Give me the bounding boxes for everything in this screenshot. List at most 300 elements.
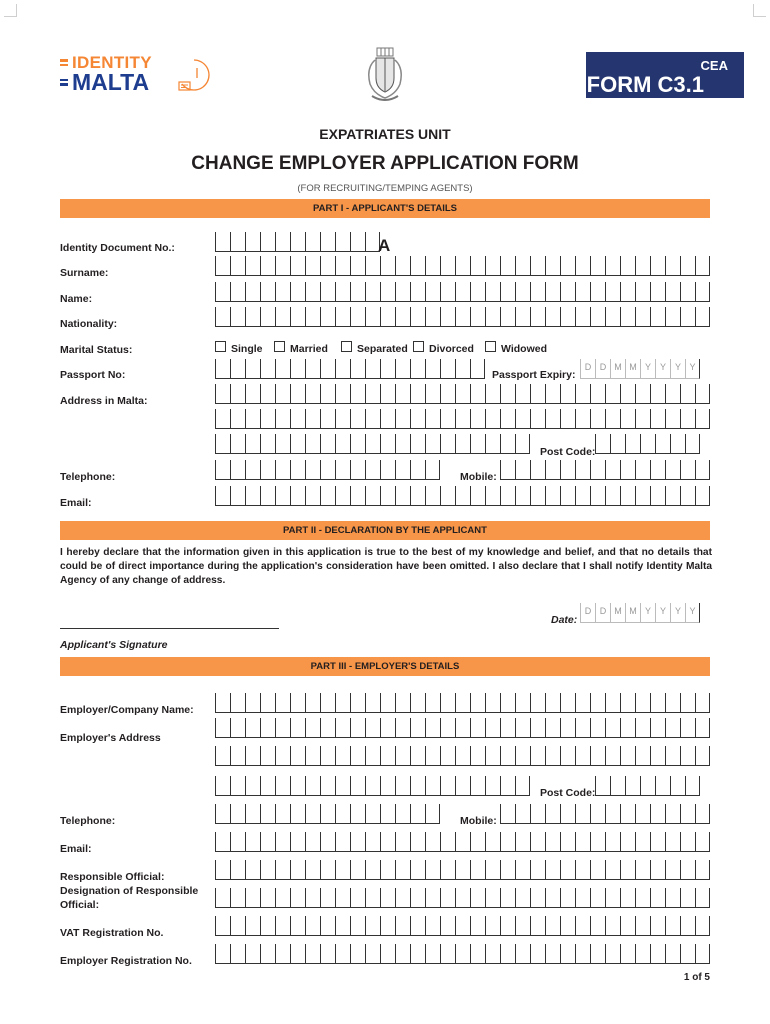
char-cell[interactable]	[560, 860, 575, 880]
char-cell[interactable]	[350, 256, 365, 276]
char-cell[interactable]	[530, 384, 545, 404]
char-cell[interactable]	[590, 693, 605, 713]
char-cell[interactable]	[605, 693, 620, 713]
char-cell[interactable]	[530, 693, 545, 713]
char-cell[interactable]	[545, 693, 560, 713]
char-cell[interactable]	[335, 860, 350, 880]
char-cell[interactable]	[335, 232, 350, 252]
char-cell[interactable]	[260, 359, 275, 379]
date-boxes[interactable]	[580, 603, 700, 623]
char-cell[interactable]	[230, 359, 245, 379]
char-cell[interactable]	[605, 460, 620, 480]
char-cell[interactable]	[650, 860, 665, 880]
char-cell[interactable]	[515, 718, 530, 738]
char-cell[interactable]	[440, 860, 455, 880]
char-cell[interactable]	[260, 776, 275, 796]
char-cell[interactable]	[440, 746, 455, 766]
char-cell[interactable]	[230, 384, 245, 404]
char-cell[interactable]	[545, 718, 560, 738]
char-cell[interactable]	[470, 307, 485, 327]
char-cell[interactable]	[500, 860, 515, 880]
char-cell[interactable]	[230, 776, 245, 796]
official-boxes-1[interactable]	[215, 860, 710, 880]
char-cell[interactable]	[335, 307, 350, 327]
char-cell[interactable]	[230, 916, 245, 936]
char-cell[interactable]	[245, 804, 260, 824]
char-cell[interactable]	[440, 916, 455, 936]
char-cell[interactable]	[560, 693, 575, 713]
char-cell[interactable]	[410, 944, 425, 964]
char-cell[interactable]	[440, 434, 455, 454]
char-cell[interactable]	[500, 776, 515, 796]
char-cell[interactable]	[260, 832, 275, 852]
char-cell[interactable]	[515, 460, 530, 480]
char-cell[interactable]	[625, 776, 640, 796]
char-cell[interactable]	[245, 307, 260, 327]
char-cell[interactable]	[410, 804, 425, 824]
char-cell[interactable]	[470, 434, 485, 454]
char-cell[interactable]	[680, 832, 695, 852]
char-cell[interactable]	[670, 434, 685, 454]
char-cell[interactable]	[695, 916, 710, 936]
char-cell[interactable]	[665, 409, 680, 429]
char-cell[interactable]	[500, 804, 515, 824]
char-cell[interactable]	[380, 409, 395, 429]
char-cell[interactable]	[590, 944, 605, 964]
char-cell[interactable]	[215, 486, 230, 506]
name-boxes[interactable]	[215, 282, 710, 302]
date-cell[interactable]: Y	[655, 603, 670, 623]
char-cell[interactable]	[485, 282, 500, 302]
char-cell[interactable]	[560, 282, 575, 302]
char-cell[interactable]	[320, 232, 335, 252]
char-cell[interactable]	[650, 409, 665, 429]
char-cell[interactable]	[365, 804, 380, 824]
char-cell[interactable]	[470, 486, 485, 506]
char-cell[interactable]	[290, 384, 305, 404]
char-cell[interactable]	[545, 860, 560, 880]
char-cell[interactable]	[320, 409, 335, 429]
date-cell[interactable]: D	[580, 359, 595, 379]
char-cell[interactable]	[215, 232, 230, 252]
char-cell[interactable]	[230, 944, 245, 964]
char-cell[interactable]	[215, 804, 230, 824]
char-cell[interactable]	[320, 746, 335, 766]
char-cell[interactable]	[695, 409, 710, 429]
date-cell[interactable]: D	[580, 603, 595, 623]
char-cell[interactable]	[635, 832, 650, 852]
char-cell[interactable]	[275, 307, 290, 327]
char-cell[interactable]	[425, 944, 440, 964]
char-cell[interactable]	[470, 693, 485, 713]
char-cell[interactable]	[680, 384, 695, 404]
char-cell[interactable]	[595, 776, 610, 796]
char-cell[interactable]	[395, 460, 410, 480]
address-line-2[interactable]	[215, 409, 710, 429]
char-cell[interactable]	[335, 282, 350, 302]
char-cell[interactable]	[335, 693, 350, 713]
char-cell[interactable]	[610, 434, 625, 454]
char-cell[interactable]	[320, 804, 335, 824]
date-cell[interactable]: D	[595, 359, 610, 379]
char-cell[interactable]	[290, 804, 305, 824]
char-cell[interactable]	[275, 776, 290, 796]
char-cell[interactable]	[425, 409, 440, 429]
char-cell[interactable]	[635, 486, 650, 506]
char-cell[interactable]	[410, 282, 425, 302]
char-cell[interactable]	[650, 307, 665, 327]
char-cell[interactable]	[650, 888, 665, 908]
char-cell[interactable]	[635, 860, 650, 880]
char-cell[interactable]	[305, 746, 320, 766]
char-cell[interactable]	[275, 434, 290, 454]
char-cell[interactable]	[410, 359, 425, 379]
char-cell[interactable]	[695, 384, 710, 404]
char-cell[interactable]	[680, 460, 695, 480]
char-cell[interactable]	[530, 718, 545, 738]
char-cell[interactable]	[260, 409, 275, 429]
char-cell[interactable]	[335, 718, 350, 738]
divorced-checkbox[interactable]	[413, 341, 424, 352]
char-cell[interactable]	[635, 804, 650, 824]
char-cell[interactable]	[470, 916, 485, 936]
char-cell[interactable]	[515, 860, 530, 880]
char-cell[interactable]	[350, 860, 365, 880]
char-cell[interactable]	[470, 944, 485, 964]
char-cell[interactable]	[230, 460, 245, 480]
char-cell[interactable]	[425, 888, 440, 908]
char-cell[interactable]	[695, 860, 710, 880]
char-cell[interactable]	[545, 944, 560, 964]
char-cell[interactable]	[455, 384, 470, 404]
employer-address-line-2[interactable]	[215, 776, 530, 796]
char-cell[interactable]	[410, 776, 425, 796]
char-cell[interactable]	[305, 860, 320, 880]
char-cell[interactable]	[620, 307, 635, 327]
char-cell[interactable]	[305, 359, 320, 379]
char-cell[interactable]	[665, 944, 680, 964]
char-cell[interactable]	[650, 804, 665, 824]
char-cell[interactable]	[655, 776, 670, 796]
char-cell[interactable]	[680, 916, 695, 936]
char-cell[interactable]	[440, 718, 455, 738]
char-cell[interactable]	[440, 359, 455, 379]
date-cell[interactable]: D	[595, 603, 610, 623]
char-cell[interactable]	[515, 282, 530, 302]
char-cell[interactable]	[290, 409, 305, 429]
char-cell[interactable]	[350, 916, 365, 936]
employer-reg-boxes[interactable]	[215, 944, 710, 964]
char-cell[interactable]	[365, 746, 380, 766]
char-cell[interactable]	[650, 832, 665, 852]
char-cell[interactable]	[395, 307, 410, 327]
char-cell[interactable]	[590, 916, 605, 936]
char-cell[interactable]	[530, 860, 545, 880]
char-cell[interactable]	[425, 832, 440, 852]
char-cell[interactable]	[500, 944, 515, 964]
char-cell[interactable]	[515, 888, 530, 908]
char-cell[interactable]	[545, 916, 560, 936]
char-cell[interactable]	[620, 832, 635, 852]
char-cell[interactable]	[685, 776, 700, 796]
char-cell[interactable]	[245, 384, 260, 404]
char-cell[interactable]	[560, 307, 575, 327]
char-cell[interactable]	[665, 888, 680, 908]
char-cell[interactable]	[275, 359, 290, 379]
char-cell[interactable]	[665, 282, 680, 302]
char-cell[interactable]	[440, 409, 455, 429]
char-cell[interactable]	[215, 307, 230, 327]
char-cell[interactable]	[365, 460, 380, 480]
char-cell[interactable]	[665, 832, 680, 852]
char-cell[interactable]	[575, 746, 590, 766]
char-cell[interactable]	[575, 832, 590, 852]
char-cell[interactable]	[515, 307, 530, 327]
char-cell[interactable]	[260, 282, 275, 302]
employer-email-boxes[interactable]	[215, 832, 710, 852]
char-cell[interactable]	[335, 804, 350, 824]
char-cell[interactable]	[545, 486, 560, 506]
char-cell[interactable]	[470, 776, 485, 796]
char-cell[interactable]	[245, 282, 260, 302]
char-cell[interactable]	[290, 718, 305, 738]
char-cell[interactable]	[500, 307, 515, 327]
char-cell[interactable]	[695, 486, 710, 506]
char-cell[interactable]	[485, 486, 500, 506]
char-cell[interactable]	[215, 460, 230, 480]
char-cell[interactable]	[350, 486, 365, 506]
char-cell[interactable]	[215, 832, 230, 852]
char-cell[interactable]	[425, 693, 440, 713]
char-cell[interactable]	[620, 486, 635, 506]
char-cell[interactable]	[350, 804, 365, 824]
char-cell[interactable]	[545, 888, 560, 908]
char-cell[interactable]	[695, 460, 710, 480]
char-cell[interactable]	[305, 460, 320, 480]
char-cell[interactable]	[320, 860, 335, 880]
char-cell[interactable]	[500, 256, 515, 276]
char-cell[interactable]	[545, 832, 560, 852]
telephone-boxes[interactable]	[215, 460, 440, 480]
char-cell[interactable]	[695, 804, 710, 824]
char-cell[interactable]	[395, 776, 410, 796]
char-cell[interactable]	[605, 718, 620, 738]
char-cell[interactable]	[665, 486, 680, 506]
char-cell[interactable]	[560, 486, 575, 506]
date-cell[interactable]: M	[610, 603, 625, 623]
char-cell[interactable]	[560, 384, 575, 404]
char-cell[interactable]	[290, 746, 305, 766]
char-cell[interactable]	[455, 888, 470, 908]
char-cell[interactable]	[455, 860, 470, 880]
char-cell[interactable]	[245, 693, 260, 713]
char-cell[interactable]	[380, 307, 395, 327]
char-cell[interactable]	[290, 232, 305, 252]
char-cell[interactable]	[365, 776, 380, 796]
char-cell[interactable]	[395, 282, 410, 302]
char-cell[interactable]	[425, 860, 440, 880]
char-cell[interactable]	[575, 860, 590, 880]
char-cell[interactable]	[485, 256, 500, 276]
char-cell[interactable]	[560, 832, 575, 852]
char-cell[interactable]	[620, 256, 635, 276]
char-cell[interactable]	[335, 916, 350, 936]
char-cell[interactable]	[620, 746, 635, 766]
char-cell[interactable]	[320, 307, 335, 327]
char-cell[interactable]	[275, 693, 290, 713]
char-cell[interactable]	[665, 460, 680, 480]
char-cell[interactable]	[395, 888, 410, 908]
char-cell[interactable]	[620, 409, 635, 429]
char-cell[interactable]	[695, 888, 710, 908]
char-cell[interactable]	[455, 409, 470, 429]
char-cell[interactable]	[455, 307, 470, 327]
char-cell[interactable]	[320, 916, 335, 936]
char-cell[interactable]	[260, 693, 275, 713]
char-cell[interactable]	[320, 256, 335, 276]
char-cell[interactable]	[650, 256, 665, 276]
char-cell[interactable]	[515, 916, 530, 936]
char-cell[interactable]	[230, 409, 245, 429]
char-cell[interactable]	[515, 776, 530, 796]
char-cell[interactable]	[590, 860, 605, 880]
char-cell[interactable]	[230, 256, 245, 276]
char-cell[interactable]	[605, 944, 620, 964]
char-cell[interactable]	[680, 486, 695, 506]
char-cell[interactable]	[260, 256, 275, 276]
char-cell[interactable]	[670, 776, 685, 796]
char-cell[interactable]	[590, 282, 605, 302]
char-cell[interactable]	[605, 282, 620, 302]
char-cell[interactable]	[560, 916, 575, 936]
char-cell[interactable]	[230, 486, 245, 506]
char-cell[interactable]	[305, 256, 320, 276]
char-cell[interactable]	[275, 486, 290, 506]
char-cell[interactable]	[470, 409, 485, 429]
char-cell[interactable]	[575, 804, 590, 824]
char-cell[interactable]	[305, 944, 320, 964]
char-cell[interactable]	[635, 888, 650, 908]
char-cell[interactable]	[470, 384, 485, 404]
char-cell[interactable]	[515, 693, 530, 713]
char-cell[interactable]	[695, 282, 710, 302]
char-cell[interactable]	[695, 256, 710, 276]
char-cell[interactable]	[215, 888, 230, 908]
char-cell[interactable]	[515, 256, 530, 276]
char-cell[interactable]	[410, 486, 425, 506]
char-cell[interactable]	[500, 832, 515, 852]
char-cell[interactable]	[350, 776, 365, 796]
char-cell[interactable]	[365, 409, 380, 429]
char-cell[interactable]	[215, 359, 230, 379]
char-cell[interactable]	[605, 804, 620, 824]
char-cell[interactable]	[305, 486, 320, 506]
char-cell[interactable]	[635, 916, 650, 936]
char-cell[interactable]	[605, 746, 620, 766]
company-boxes-2[interactable]	[215, 718, 710, 738]
char-cell[interactable]	[230, 282, 245, 302]
date-cell[interactable]: Y	[685, 359, 700, 379]
char-cell[interactable]	[575, 693, 590, 713]
char-cell[interactable]	[485, 307, 500, 327]
char-cell[interactable]	[440, 307, 455, 327]
char-cell[interactable]	[380, 944, 395, 964]
char-cell[interactable]	[530, 944, 545, 964]
char-cell[interactable]	[425, 916, 440, 936]
char-cell[interactable]	[410, 718, 425, 738]
char-cell[interactable]	[680, 307, 695, 327]
char-cell[interactable]	[410, 409, 425, 429]
char-cell[interactable]	[245, 359, 260, 379]
char-cell[interactable]	[650, 486, 665, 506]
char-cell[interactable]	[440, 486, 455, 506]
char-cell[interactable]	[365, 860, 380, 880]
char-cell[interactable]	[245, 256, 260, 276]
char-cell[interactable]	[410, 384, 425, 404]
char-cell[interactable]	[260, 804, 275, 824]
char-cell[interactable]	[605, 486, 620, 506]
char-cell[interactable]	[245, 486, 260, 506]
char-cell[interactable]	[685, 434, 700, 454]
char-cell[interactable]	[650, 460, 665, 480]
char-cell[interactable]	[320, 693, 335, 713]
char-cell[interactable]	[305, 776, 320, 796]
char-cell[interactable]	[635, 384, 650, 404]
char-cell[interactable]	[365, 486, 380, 506]
char-cell[interactable]	[605, 409, 620, 429]
char-cell[interactable]	[500, 434, 515, 454]
char-cell[interactable]	[485, 693, 500, 713]
char-cell[interactable]	[380, 804, 395, 824]
char-cell[interactable]	[530, 804, 545, 824]
address-line-1[interactable]	[215, 384, 710, 404]
char-cell[interactable]	[590, 460, 605, 480]
char-cell[interactable]	[230, 860, 245, 880]
char-cell[interactable]	[395, 944, 410, 964]
char-cell[interactable]	[365, 434, 380, 454]
char-cell[interactable]	[470, 256, 485, 276]
char-cell[interactable]	[350, 693, 365, 713]
char-cell[interactable]	[605, 256, 620, 276]
char-cell[interactable]	[620, 718, 635, 738]
char-cell[interactable]	[425, 434, 440, 454]
char-cell[interactable]	[515, 384, 530, 404]
char-cell[interactable]	[620, 944, 635, 964]
char-cell[interactable]	[635, 282, 650, 302]
char-cell[interactable]	[635, 693, 650, 713]
char-cell[interactable]	[530, 746, 545, 766]
char-cell[interactable]	[245, 776, 260, 796]
char-cell[interactable]	[245, 460, 260, 480]
char-cell[interactable]	[575, 888, 590, 908]
char-cell[interactable]	[245, 746, 260, 766]
char-cell[interactable]	[320, 359, 335, 379]
char-cell[interactable]	[530, 256, 545, 276]
char-cell[interactable]	[335, 776, 350, 796]
char-cell[interactable]	[500, 486, 515, 506]
char-cell[interactable]	[380, 693, 395, 713]
char-cell[interactable]	[305, 409, 320, 429]
char-cell[interactable]	[410, 746, 425, 766]
char-cell[interactable]	[635, 460, 650, 480]
surname-boxes[interactable]	[215, 256, 710, 276]
char-cell[interactable]	[665, 384, 680, 404]
char-cell[interactable]	[455, 693, 470, 713]
char-cell[interactable]	[665, 916, 680, 936]
char-cell[interactable]	[365, 384, 380, 404]
char-cell[interactable]	[560, 460, 575, 480]
char-cell[interactable]	[260, 307, 275, 327]
